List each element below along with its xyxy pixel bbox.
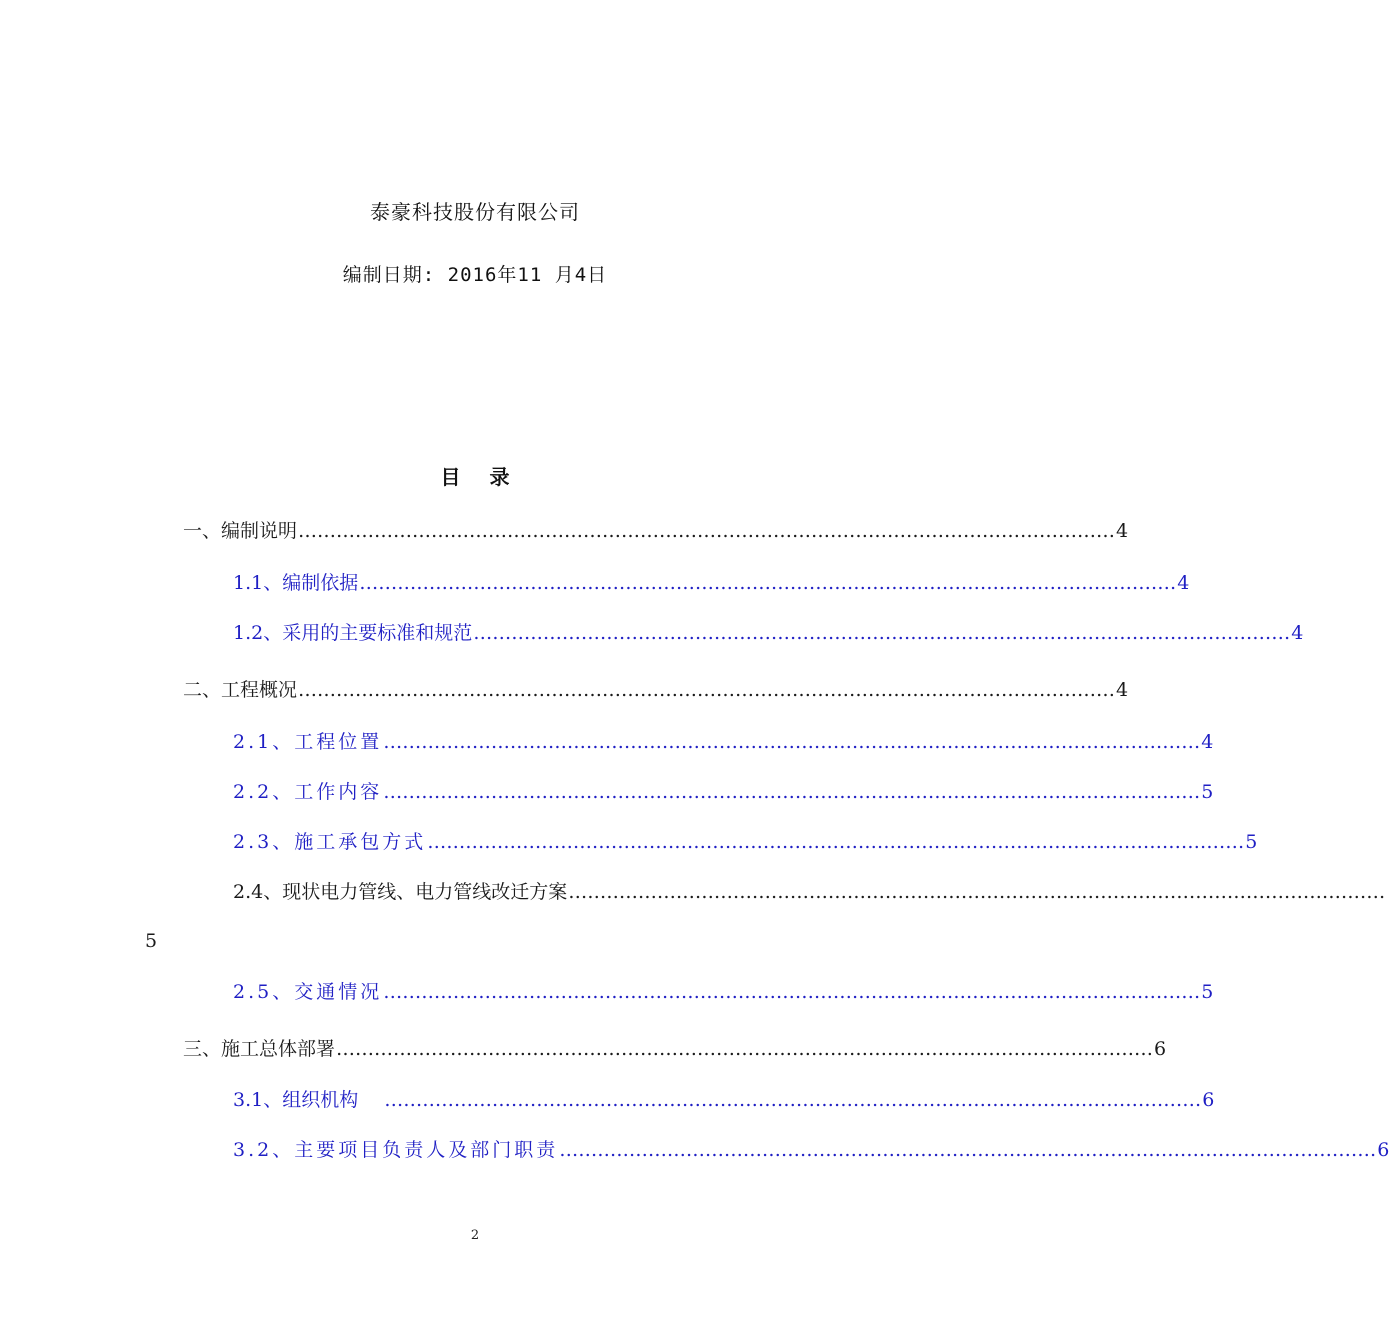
toc-entry-label: 3.1、组织机构 xyxy=(233,1089,359,1111)
toc-entry-label: 1.2、采用的主要标准和规范 xyxy=(233,622,473,644)
toc-entry-page: 4 xyxy=(1201,731,1214,753)
toc-leader-dots: ………………………………………………………………………………………………………………… xyxy=(336,1038,1154,1060)
toc-leader-dots: ………………………………………………………………………………………………………………… xyxy=(359,572,1177,594)
toc-leader-dots: ………………………………………………………………………………………………………………… xyxy=(473,622,1291,644)
toc-entry[interactable] xyxy=(183,677,1129,703)
toc-entry-page: 4 xyxy=(1291,622,1304,644)
toc-entry[interactable] xyxy=(233,829,1258,855)
toc-title: 目 录 xyxy=(440,465,510,489)
toc-leader-dots: ………………………………………………………………………………………………………………… xyxy=(559,1139,1377,1161)
toc-entry-page: 4 xyxy=(1116,679,1129,701)
toc-entry[interactable] xyxy=(233,1087,1215,1113)
company-name: 泰豪科技股份有限公司 xyxy=(370,200,580,224)
toc-entry[interactable] xyxy=(233,979,1214,1005)
toc-entry[interactable] xyxy=(233,1137,1389,1163)
toc-entry-label: 1.1、编制依据 xyxy=(233,572,359,594)
toc-entry[interactable] xyxy=(183,1036,1167,1062)
toc-entry-page: 5 xyxy=(1201,981,1214,1003)
toc-entry-page: 4 xyxy=(1116,520,1129,542)
toc-entry-label: 二、工程概况 xyxy=(183,679,298,701)
toc-entry[interactable] xyxy=(233,779,1214,805)
toc-entry-label: 三、施工总体部署 xyxy=(183,1038,336,1060)
toc-entry-page: 6 xyxy=(1202,1089,1215,1111)
toc-entry-page: 6 xyxy=(1377,1139,1389,1161)
toc-leader-dots: ………………………………………………………………………………………………………………… xyxy=(568,881,1386,903)
toc-entry[interactable] xyxy=(233,729,1214,755)
toc-leader-dots: ………………………………………………………………………………………………………………… xyxy=(383,981,1201,1003)
page-number: 2 xyxy=(470,1228,480,1243)
toc-entry-label: 2.4、现状电力管线、电力管线改迁方案 xyxy=(233,881,568,903)
toc-entry-label: 一、编制说明 xyxy=(183,520,298,542)
compile-date: 编制日期: 2016年11 月4日 xyxy=(342,264,608,286)
toc-leader-dots: ………………………………………………………………………………………………………………… xyxy=(298,679,1116,701)
toc-leader-dots: ………………………………………………………………………………………………………………… xyxy=(427,831,1245,853)
toc-entry-page: 6 xyxy=(1154,1038,1167,1060)
toc-entry-page: 4 xyxy=(1177,572,1190,594)
toc-entry-label: 2.2、工作内容 xyxy=(233,781,383,803)
toc-entry[interactable] xyxy=(233,620,1304,646)
toc-leader-dots: ………………………………………………………………………………………………………………… xyxy=(383,731,1201,753)
toc-entry-page: 5 xyxy=(1245,831,1258,853)
toc-leader-dots: ………………………………………………………………………………………………………………… xyxy=(383,781,1201,803)
toc-leader-dots: ………………………………………………………………………………………………………………… xyxy=(384,1089,1202,1111)
toc-entry[interactable] xyxy=(233,879,1386,905)
toc-entry-label: 2.3、施工承包方式 xyxy=(233,831,427,853)
toc-entry-label: 2.5、交通情况 xyxy=(233,981,383,1003)
toc-entry-page: 5 xyxy=(145,930,158,952)
toc-entry-label: 3.2、主要项目负责人及部门职责 xyxy=(233,1139,559,1161)
toc-entry-label: 2.1、工程位置 xyxy=(233,731,383,753)
toc-entry[interactable] xyxy=(183,518,1129,544)
toc-entry[interactable] xyxy=(233,570,1190,596)
toc-entry-page: 5 xyxy=(1201,781,1214,803)
toc-leader-dots: ………………………………………………………………………………………………………………… xyxy=(298,520,1116,542)
